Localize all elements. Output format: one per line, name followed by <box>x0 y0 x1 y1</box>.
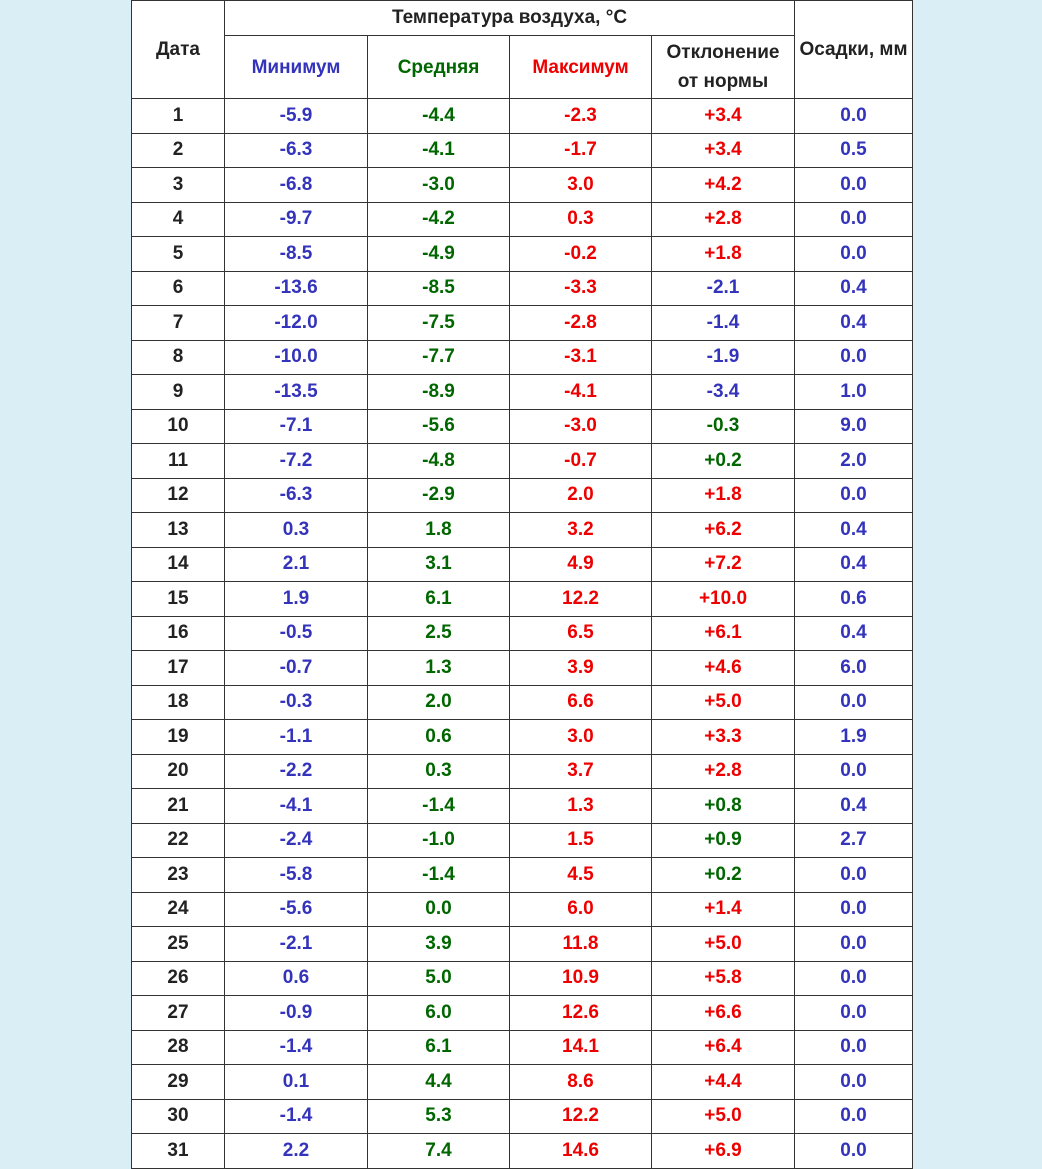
min-temp-cell: -6.8 <box>225 168 368 203</box>
avg-temp-cell: -2.9 <box>368 478 510 513</box>
table-row <box>132 168 913 203</box>
min-temp-cell: -0.7 <box>225 651 368 686</box>
max-temp-cell: 11.8 <box>510 927 652 962</box>
table-row <box>132 444 913 479</box>
min-temp-cell: -8.5 <box>225 237 368 272</box>
max-temp-cell: 10.9 <box>510 961 652 996</box>
deviation-cell: +3.3 <box>652 720 795 755</box>
date-cell: 22 <box>132 823 225 858</box>
deviation-cell: +1.4 <box>652 892 795 927</box>
avg-temp-cell: -8.5 <box>368 271 510 306</box>
max-temp-cell: 1.5 <box>510 823 652 858</box>
date-cell: 4 <box>132 202 225 237</box>
date-cell: 10 <box>132 409 225 444</box>
table-row <box>132 513 913 548</box>
min-temp-cell: -1.4 <box>225 1030 368 1065</box>
avg-temp-cell: -8.9 <box>368 375 510 410</box>
avg-temp-cell: 0.0 <box>368 892 510 927</box>
avg-temp-cell: 5.3 <box>368 1099 510 1134</box>
min-temp-cell: -7.2 <box>225 444 368 479</box>
table-row <box>132 271 913 306</box>
max-temp-cell: 3.7 <box>510 754 652 789</box>
deviation-cell: -2.1 <box>652 271 795 306</box>
max-temp-cell: 6.6 <box>510 685 652 720</box>
min-temp-cell: -5.9 <box>225 99 368 134</box>
table-row <box>132 306 913 341</box>
max-temp-cell: 12.2 <box>510 582 652 617</box>
avg-temp-cell: 2.0 <box>368 685 510 720</box>
min-temp-cell: -2.2 <box>225 754 368 789</box>
min-temp-cell: -9.7 <box>225 202 368 237</box>
max-temp-cell: 14.6 <box>510 1134 652 1169</box>
deviation-header-line1: Отклонение <box>666 42 780 63</box>
avg-temp-cell: -1.0 <box>368 823 510 858</box>
date-cell: 27 <box>132 996 225 1031</box>
date-cell: 31 <box>132 1134 225 1169</box>
date-cell: 23 <box>132 858 225 893</box>
min-temp-cell: 0.1 <box>225 1065 368 1100</box>
date-cell: 25 <box>132 927 225 962</box>
avg-temp-cell: -3.0 <box>368 168 510 203</box>
min-temp-cell: -13.5 <box>225 375 368 410</box>
avg-temp-cell: -4.1 <box>368 133 510 168</box>
deviation-cell: +5.0 <box>652 1099 795 1134</box>
table-row <box>132 1134 913 1169</box>
avg-temp-cell: 0.3 <box>368 754 510 789</box>
deviation-cell: +3.4 <box>652 133 795 168</box>
table-row <box>132 616 913 651</box>
max-temp-cell: 4.9 <box>510 547 652 582</box>
table-row <box>132 1030 913 1065</box>
min-temp-cell: 2.2 <box>225 1134 368 1169</box>
deviation-cell: +6.2 <box>652 513 795 548</box>
table-row <box>132 582 913 617</box>
min-temp-cell: -0.9 <box>225 996 368 1031</box>
min-temp-cell: -1.1 <box>225 720 368 755</box>
max-temp-cell: 3.9 <box>510 651 652 686</box>
table-row <box>132 99 913 134</box>
max-temp-cell: 2.0 <box>510 478 652 513</box>
min-temp-cell: -1.4 <box>225 1099 368 1134</box>
max-temp-cell: 12.2 <box>510 1099 652 1134</box>
avg-temp-cell: -7.7 <box>368 340 510 375</box>
date-cell: 21 <box>132 789 225 824</box>
deviation-cell: +1.8 <box>652 237 795 272</box>
min-temp-cell: 0.3 <box>225 513 368 548</box>
precip-cell: 9.0 <box>795 409 913 444</box>
deviation-cell: +2.8 <box>652 202 795 237</box>
date-cell: 3 <box>132 168 225 203</box>
avg-temp-cell: 3.9 <box>368 927 510 962</box>
table-row <box>132 892 913 927</box>
table-row <box>132 996 913 1031</box>
deviation-cell: +4.2 <box>652 168 795 203</box>
date-column-header: Дата <box>132 1 225 99</box>
deviation-cell: +10.0 <box>652 582 795 617</box>
min-column-header: Минимум <box>225 36 368 99</box>
precip-cell: 0.0 <box>795 927 913 962</box>
precip-cell: 0.4 <box>795 616 913 651</box>
max-temp-cell: -0.2 <box>510 237 652 272</box>
deviation-cell: +5.8 <box>652 961 795 996</box>
avg-temp-cell: -4.4 <box>368 99 510 134</box>
date-cell: 20 <box>132 754 225 789</box>
avg-temp-cell: -1.4 <box>368 789 510 824</box>
precip-cell: 0.0 <box>795 858 913 893</box>
precip-cell: 0.6 <box>795 582 913 617</box>
date-cell: 24 <box>132 892 225 927</box>
min-temp-cell: -0.3 <box>225 685 368 720</box>
table-row <box>132 409 913 444</box>
max-temp-cell: -3.0 <box>510 409 652 444</box>
table-row <box>132 375 913 410</box>
max-temp-cell: 3.0 <box>510 720 652 755</box>
precip-cell: 0.0 <box>795 478 913 513</box>
date-cell: 9 <box>132 375 225 410</box>
precip-cell: 0.0 <box>795 685 913 720</box>
min-temp-cell: -6.3 <box>225 478 368 513</box>
precip-cell: 0.4 <box>795 789 913 824</box>
deviation-column-header <box>652 36 795 99</box>
min-temp-cell: -2.4 <box>225 823 368 858</box>
date-cell: 11 <box>132 444 225 479</box>
min-temp-cell: 2.1 <box>225 547 368 582</box>
deviation-cell: -1.4 <box>652 306 795 341</box>
max-temp-cell: 3.2 <box>510 513 652 548</box>
precip-cell: 2.7 <box>795 823 913 858</box>
precip-cell: 6.0 <box>795 651 913 686</box>
date-cell: 26 <box>132 961 225 996</box>
date-cell: 8 <box>132 340 225 375</box>
precip-cell: 1.9 <box>795 720 913 755</box>
table-row <box>132 651 913 686</box>
deviation-cell: +0.2 <box>652 444 795 479</box>
date-cell: 14 <box>132 547 225 582</box>
precip-cell: 0.0 <box>795 961 913 996</box>
precip-cell: 0.0 <box>795 996 913 1031</box>
table-row <box>132 547 913 582</box>
precip-cell: 0.0 <box>795 1065 913 1100</box>
date-cell: 13 <box>132 513 225 548</box>
max-temp-cell: 1.3 <box>510 789 652 824</box>
precip-cell: 0.0 <box>795 1099 913 1134</box>
max-temp-cell: -2.3 <box>510 99 652 134</box>
avg-temp-cell: -4.2 <box>368 202 510 237</box>
table-row <box>132 685 913 720</box>
max-temp-cell: 8.6 <box>510 1065 652 1100</box>
date-cell: 16 <box>132 616 225 651</box>
avg-temp-cell: 5.0 <box>368 961 510 996</box>
min-temp-cell: -4.1 <box>225 789 368 824</box>
min-temp-cell: -13.6 <box>225 271 368 306</box>
precip-cell: 0.0 <box>795 340 913 375</box>
min-temp-cell: -6.3 <box>225 133 368 168</box>
date-cell: 6 <box>132 271 225 306</box>
min-temp-cell: 0.6 <box>225 961 368 996</box>
temperature-group-header: Температура воздуха, °C <box>225 1 795 36</box>
avg-temp-cell: 6.1 <box>368 582 510 617</box>
table-row <box>132 789 913 824</box>
date-cell: 5 <box>132 237 225 272</box>
date-cell: 19 <box>132 720 225 755</box>
weather-table <box>131 0 913 1169</box>
date-cell: 18 <box>132 685 225 720</box>
date-cell: 12 <box>132 478 225 513</box>
max-temp-cell: -0.7 <box>510 444 652 479</box>
table-row <box>132 858 913 893</box>
precip-cell: 0.0 <box>795 754 913 789</box>
table-row <box>132 202 913 237</box>
precip-cell: 2.0 <box>795 444 913 479</box>
max-temp-cell: 12.6 <box>510 996 652 1031</box>
table-row <box>132 340 913 375</box>
precip-cell: 0.4 <box>795 271 913 306</box>
max-temp-cell: 6.0 <box>510 892 652 927</box>
table-row <box>132 927 913 962</box>
max-temp-cell: -2.8 <box>510 306 652 341</box>
table-body <box>132 99 913 1169</box>
avg-temp-cell: 0.6 <box>368 720 510 755</box>
min-temp-cell: 1.9 <box>225 582 368 617</box>
min-temp-cell: -7.1 <box>225 409 368 444</box>
deviation-cell: +6.4 <box>652 1030 795 1065</box>
date-cell: 30 <box>132 1099 225 1134</box>
max-temp-cell: -4.1 <box>510 375 652 410</box>
max-temp-cell: 0.3 <box>510 202 652 237</box>
precip-cell: 0.0 <box>795 1030 913 1065</box>
deviation-cell: +6.1 <box>652 616 795 651</box>
table-row <box>132 133 913 168</box>
max-temp-cell: -3.3 <box>510 271 652 306</box>
avg-temp-cell: 3.1 <box>368 547 510 582</box>
deviation-cell: +5.0 <box>652 685 795 720</box>
deviation-cell: +4.4 <box>652 1065 795 1100</box>
max-temp-cell: 4.5 <box>510 858 652 893</box>
date-cell: 1 <box>132 99 225 134</box>
max-temp-cell: -3.1 <box>510 340 652 375</box>
avg-temp-cell: 6.0 <box>368 996 510 1031</box>
table-row <box>132 961 913 996</box>
precip-cell: 0.0 <box>795 237 913 272</box>
min-temp-cell: -2.1 <box>225 927 368 962</box>
max-column-header: Максимум <box>510 36 652 99</box>
avg-temp-cell: -4.8 <box>368 444 510 479</box>
deviation-cell: +6.9 <box>652 1134 795 1169</box>
avg-temp-cell: -4.9 <box>368 237 510 272</box>
table-row <box>132 237 913 272</box>
precip-cell: 0.0 <box>795 168 913 203</box>
avg-temp-cell: 2.5 <box>368 616 510 651</box>
min-temp-cell: -5.8 <box>225 858 368 893</box>
max-temp-cell: 3.0 <box>510 168 652 203</box>
weather-table-panel <box>131 0 912 1168</box>
table-header <box>132 1 913 99</box>
table-row <box>132 754 913 789</box>
precip-column-header: Осадки, мм <box>795 1 913 99</box>
max-temp-cell: 6.5 <box>510 616 652 651</box>
avg-temp-cell: -5.6 <box>368 409 510 444</box>
deviation-cell: +0.8 <box>652 789 795 824</box>
avg-temp-cell: 7.4 <box>368 1134 510 1169</box>
precip-cell: 0.0 <box>795 202 913 237</box>
avg-column-header: Средняя <box>368 36 510 99</box>
max-temp-cell: -1.7 <box>510 133 652 168</box>
avg-temp-cell: 6.1 <box>368 1030 510 1065</box>
min-temp-cell: -12.0 <box>225 306 368 341</box>
date-cell: 15 <box>132 582 225 617</box>
deviation-cell: +0.9 <box>652 823 795 858</box>
avg-temp-cell: 1.8 <box>368 513 510 548</box>
deviation-cell: +1.8 <box>652 478 795 513</box>
deviation-cell: +7.2 <box>652 547 795 582</box>
avg-temp-cell: 1.3 <box>368 651 510 686</box>
table-row <box>132 720 913 755</box>
date-cell: 7 <box>132 306 225 341</box>
deviation-cell: +0.2 <box>652 858 795 893</box>
deviation-cell: -0.3 <box>652 409 795 444</box>
table-row <box>132 478 913 513</box>
precip-cell: 0.5 <box>795 133 913 168</box>
precip-cell: 0.0 <box>795 1134 913 1169</box>
precip-cell: 1.0 <box>795 375 913 410</box>
table-row <box>132 1099 913 1134</box>
avg-temp-cell: -7.5 <box>368 306 510 341</box>
deviation-cell: +3.4 <box>652 99 795 134</box>
min-temp-cell: -0.5 <box>225 616 368 651</box>
deviation-cell: -1.9 <box>652 340 795 375</box>
avg-temp-cell: 4.4 <box>368 1065 510 1100</box>
precip-cell: 0.0 <box>795 892 913 927</box>
date-cell: 29 <box>132 1065 225 1100</box>
min-temp-cell: -10.0 <box>225 340 368 375</box>
precip-cell: 0.0 <box>795 99 913 134</box>
date-cell: 28 <box>132 1030 225 1065</box>
deviation-cell: +6.6 <box>652 996 795 1031</box>
precip-cell: 0.4 <box>795 513 913 548</box>
deviation-cell: +5.0 <box>652 927 795 962</box>
deviation-cell: +2.8 <box>652 754 795 789</box>
date-cell: 17 <box>132 651 225 686</box>
deviation-cell: -3.4 <box>652 375 795 410</box>
date-cell: 2 <box>132 133 225 168</box>
deviation-cell: +4.6 <box>652 651 795 686</box>
table-row <box>132 823 913 858</box>
deviation-header-line2: от нормы <box>677 71 769 92</box>
avg-temp-cell: -1.4 <box>368 858 510 893</box>
precip-cell: 0.4 <box>795 306 913 341</box>
min-temp-cell: -5.6 <box>225 892 368 927</box>
precip-cell: 0.4 <box>795 547 913 582</box>
max-temp-cell: 14.1 <box>510 1030 652 1065</box>
table-row <box>132 1065 913 1100</box>
